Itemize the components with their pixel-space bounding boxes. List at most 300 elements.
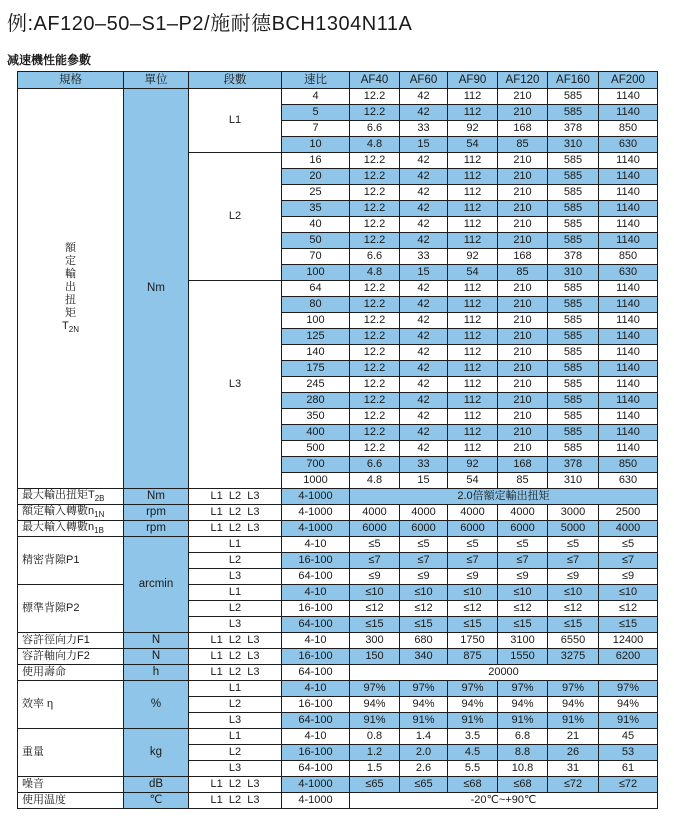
value-cell: 585 [548,393,599,409]
value-cell: 94% [400,697,448,713]
spec-rated-input-speed [18,505,124,521]
value-cell: 42 [400,233,448,249]
value-cell: 33 [400,249,448,265]
value-cell: 92 [448,457,498,473]
value-cell: 91% [548,713,599,729]
value-cell: 12.2 [350,217,400,233]
value-cell: 210 [498,217,548,233]
value-cell: ≤7 [498,553,548,569]
value-cell: 112 [448,377,498,393]
stage-cell: L1 L2 L3 [189,633,282,649]
value-cell: 6.8 [498,729,548,745]
stage-cell: L3 [189,281,282,489]
value-cell: 1140 [599,345,658,361]
value-cell: 210 [498,329,548,345]
value-cell: 4.8 [350,137,400,153]
value-cell: 210 [498,313,548,329]
value-cell: 210 [498,233,548,249]
value-cell: 12.2 [350,393,400,409]
value-cell: 875 [448,649,498,665]
value-cell: ≤15 [400,617,448,633]
value-cell: 33 [400,121,448,137]
value-cell: 4.5 [448,745,498,761]
value-cell: 6000 [350,521,400,537]
value-cell: ≤72 [599,777,658,793]
table-caption: 减速機性能參數 [7,53,92,67]
value-cell: 15 [400,265,448,281]
column-header: AF90 [448,72,498,89]
ratio-cell: 16-100 [282,697,350,713]
value-cell: 210 [498,153,548,169]
value-cell: ≤5 [548,537,599,553]
merged-value-cell: -20℃~+90℃ [350,793,658,809]
value-cell: 1140 [599,441,658,457]
value-cell: 97% [448,681,498,697]
column-header: 段數 [189,72,282,89]
value-cell: 112 [448,345,498,361]
stage-cell: L2 [189,153,282,281]
value-cell: 210 [498,169,548,185]
ratio-cell: 5 [282,105,350,121]
ratio-cell: 16-100 [282,601,350,617]
spec-precision-backlash: 精密背隙P1 [18,537,124,585]
ratio-cell: 280 [282,393,350,409]
value-cell: 1140 [599,153,658,169]
value-cell: 3.5 [448,729,498,745]
value-cell: 97% [548,681,599,697]
value-cell: 112 [448,153,498,169]
spec-standard-backlash: 標準背隙P2 [18,585,124,633]
value-cell: 585 [548,217,599,233]
value-cell: 585 [548,377,599,393]
value-cell: 61 [599,761,658,777]
value-cell: 112 [448,393,498,409]
value-cell: 210 [498,409,548,425]
ratio-cell: 20 [282,169,350,185]
value-cell: 6000 [448,521,498,537]
value-cell: 91% [599,713,658,729]
value-cell: ≤12 [498,601,548,617]
ratio-cell: 100 [282,313,350,329]
symbol-main: T [62,320,69,333]
value-cell: ≤7 [350,553,400,569]
symbol-subscript: 2N [68,325,79,335]
unit-cell: rpm [124,505,189,521]
value-cell: 92 [448,249,498,265]
value-cell: ≤15 [548,617,599,633]
value-cell: 12.2 [350,441,400,457]
value-cell: 112 [448,425,498,441]
value-cell: 1550 [498,649,548,665]
value-cell: 210 [498,345,548,361]
ratio-cell: 4-1000 [282,793,350,809]
value-cell: 12.2 [350,153,400,169]
value-cell: ≤65 [400,777,448,793]
value-cell: 42 [400,201,448,217]
value-cell: 6200 [599,649,658,665]
value-cell: ≤7 [448,553,498,569]
stage-cell: L1 [189,537,282,553]
value-cell: 42 [400,329,448,345]
value-cell: ≤68 [498,777,548,793]
ratio-cell: 16-100 [282,745,350,761]
ratio-cell: 4-1000 [282,489,350,505]
value-cell: ≤10 [548,585,599,601]
value-cell: 6000 [400,521,448,537]
value-cell: 97% [599,681,658,697]
value-cell: 850 [599,249,658,265]
value-cell: 91% [350,713,400,729]
value-cell: 112 [448,329,498,345]
value-cell: 210 [498,105,548,121]
value-cell: 1750 [448,633,498,649]
value-cell: 94% [498,697,548,713]
spec-label-text: 最大輸出扭矩T [22,489,95,502]
value-cell: 42 [400,89,448,105]
value-cell: 112 [448,297,498,313]
stage-cell: L1 L2 L3 [189,489,282,505]
ratio-cell: 700 [282,457,350,473]
column-header: AF160 [548,72,599,89]
value-cell: 94% [548,697,599,713]
ratio-cell: 64-100 [282,617,350,633]
value-cell: 850 [599,121,658,137]
merged-value-cell: 2.0倍額定輸出扭矩 [350,489,658,505]
stage-cell: L1 L2 L3 [189,505,282,521]
value-cell: 42 [400,217,448,233]
value-cell: ≤10 [498,585,548,601]
value-cell: 8.8 [498,745,548,761]
spec-table [17,71,658,809]
unit-cell: h [124,665,189,681]
ratio-cell: 16 [282,153,350,169]
ratio-cell: 64-100 [282,713,350,729]
value-cell: 1140 [599,361,658,377]
stage-cell: L1 [189,89,282,153]
value-cell: 97% [350,681,400,697]
value-cell: 1.5 [350,761,400,777]
value-cell: 3100 [498,633,548,649]
value-cell: 1140 [599,297,658,313]
value-cell: 12.2 [350,169,400,185]
unit-cell: % [124,681,189,729]
unit-cell: N [124,633,189,649]
spec-rated-output-torque [18,89,124,489]
stage-cell: L2 [189,697,282,713]
ratio-cell: 4-1000 [282,777,350,793]
value-cell: 1140 [599,425,658,441]
spec-max-output-torque [18,489,124,505]
value-cell: 12400 [599,633,658,649]
ratio-cell: 4-10 [282,729,350,745]
value-cell: 42 [400,297,448,313]
ratio-cell: 1000 [282,473,350,489]
value-cell: 630 [599,137,658,153]
value-cell: ≤9 [498,569,548,585]
value-cell: 1140 [599,217,658,233]
ratio-cell: 100 [282,265,350,281]
value-cell: 42 [400,345,448,361]
ratio-cell: 25 [282,185,350,201]
value-cell: 6000 [498,521,548,537]
value-cell: 112 [448,233,498,249]
value-cell: 4000 [599,521,658,537]
ratio-cell: 4-10 [282,681,350,697]
column-header: 速比 [282,72,350,89]
value-cell: ≤10 [448,585,498,601]
value-cell: 585 [548,233,599,249]
stage-cell: L3 [189,761,282,777]
unit-cell: dB [124,777,189,793]
value-cell: 54 [448,473,498,489]
value-cell: 210 [498,297,548,313]
spec-max-input-speed [18,521,124,537]
value-cell: 21 [548,729,599,745]
value-cell: 42 [400,361,448,377]
column-header: AF60 [400,72,448,89]
column-header: AF200 [599,72,658,89]
value-cell: 300 [350,633,400,649]
value-cell: 3275 [548,649,599,665]
value-cell: ≤5 [400,537,448,553]
value-cell: 4.8 [350,265,400,281]
spec-service-life: 使用壽命 [18,665,124,681]
value-cell: 85 [498,473,548,489]
ratio-cell: 16-100 [282,553,350,569]
value-cell: 12.2 [350,105,400,121]
value-cell: ≤15 [498,617,548,633]
unit-cell: Nm [124,89,189,489]
stage-cell: L2 [189,553,282,569]
value-cell: 26 [548,745,599,761]
unit-cell: N [124,649,189,665]
spec-label-subscript: 1N [94,510,105,520]
value-cell: ≤7 [548,553,599,569]
ratio-cell: 10 [282,137,350,153]
vertical-label-char: 定 [65,255,76,268]
value-cell: 310 [548,137,599,153]
value-cell: 31 [548,761,599,777]
value-cell: 585 [548,281,599,297]
value-cell: 310 [548,473,599,489]
value-cell: 54 [448,265,498,281]
spec-noise: 噪音 [18,777,124,793]
value-cell: 12.2 [350,377,400,393]
unit-cell: kg [124,729,189,777]
spec-label-subscript: 2B [94,494,105,504]
value-cell: 585 [548,201,599,217]
ratio-cell: 64-100 [282,569,350,585]
value-cell: ≤9 [400,569,448,585]
value-cell: 6.6 [350,457,400,473]
value-cell: ≤7 [400,553,448,569]
value-cell: 1140 [599,185,658,201]
value-cell: 12.2 [350,185,400,201]
value-cell: 1140 [599,105,658,121]
value-cell: 4000 [350,505,400,521]
value-cell: 2.6 [400,761,448,777]
value-cell: 92 [448,121,498,137]
value-cell: 91% [448,713,498,729]
value-cell: ≤5 [599,537,658,553]
ratio-cell: 7 [282,121,350,137]
value-cell: 1.4 [400,729,448,745]
value-cell: 3000 [548,505,599,521]
ratio-cell: 4 [282,89,350,105]
value-cell: ≤72 [548,777,599,793]
value-cell: 2.0 [400,745,448,761]
value-cell: 1140 [599,377,658,393]
value-cell: 5000 [548,521,599,537]
value-cell: 585 [548,345,599,361]
value-cell: 42 [400,377,448,393]
value-cell: 91% [498,713,548,729]
ratio-cell: 64 [282,281,350,297]
value-cell: 168 [498,121,548,137]
value-cell: 150 [350,649,400,665]
unit-cell: rpm [124,521,189,537]
ratio-cell: 4-10 [282,537,350,553]
value-cell: 42 [400,313,448,329]
value-cell: 112 [448,201,498,217]
value-cell: 12.2 [350,233,400,249]
stage-cell: L1 [189,729,282,745]
ratio-cell: 80 [282,297,350,313]
value-cell: 97% [400,681,448,697]
value-cell: 1140 [599,201,658,217]
ratio-cell: 125 [282,329,350,345]
value-cell: 12.2 [350,425,400,441]
value-cell: 585 [548,169,599,185]
ratio-cell: 64-100 [282,665,350,681]
value-cell: 12.2 [350,361,400,377]
value-cell: 1140 [599,313,658,329]
value-cell: 210 [498,425,548,441]
ratio-cell: 16-100 [282,649,350,665]
unit-cell: Nm [124,489,189,505]
unit-cell: ℃ [124,793,189,809]
ratio-cell: 175 [282,361,350,377]
value-cell: 112 [448,217,498,233]
spec-weight: 重量 [18,729,124,777]
stage-cell: L3 [189,617,282,633]
value-cell: 112 [448,361,498,377]
ratio-cell: 50 [282,233,350,249]
value-cell: 10.8 [498,761,548,777]
value-cell: ≤10 [599,585,658,601]
value-cell: 310 [548,265,599,281]
value-cell: ≤5 [498,537,548,553]
spec-axial-force: 容許軸向力F2 [18,649,124,665]
value-cell: 112 [448,313,498,329]
value-cell: 1140 [599,89,658,105]
ratio-cell: 70 [282,249,350,265]
value-cell: 112 [448,89,498,105]
stage-cell: L2 [189,601,282,617]
value-cell: ≤68 [448,777,498,793]
value-cell: 210 [498,281,548,297]
value-cell: 210 [498,89,548,105]
ratio-cell: 500 [282,441,350,457]
value-cell: 4000 [400,505,448,521]
value-cell: 42 [400,105,448,121]
value-cell: ≤12 [599,601,658,617]
value-cell: 85 [498,265,548,281]
spec-efficiency: 效率 η [18,681,124,729]
value-cell: 1140 [599,169,658,185]
value-cell: 94% [599,697,658,713]
column-header: 規格 [18,72,124,89]
page-title: 例:AF120–50–S1–P2/施耐德BCH1304N11A [7,13,413,35]
value-cell: 53 [599,745,658,761]
value-cell: 112 [448,105,498,121]
value-cell: 112 [448,441,498,457]
value-cell: ≤12 [350,601,400,617]
value-cell: 91% [400,713,448,729]
value-cell: 42 [400,153,448,169]
value-cell: ≤12 [400,601,448,617]
value-cell: ≤5 [350,537,400,553]
value-cell: 5.5 [448,761,498,777]
value-cell: 210 [498,377,548,393]
value-cell: ≤9 [548,569,599,585]
value-cell: ≤12 [448,601,498,617]
ratio-cell: 4-1000 [282,505,350,521]
value-cell: 0.8 [350,729,400,745]
value-cell: 585 [548,425,599,441]
value-cell: 168 [498,249,548,265]
value-cell: ≤15 [448,617,498,633]
value-cell: 168 [498,457,548,473]
vertical-label-char: 輸 [65,268,76,281]
value-cell: 12.2 [350,313,400,329]
value-cell: 15 [400,137,448,153]
value-cell: 12.2 [350,281,400,297]
column-header: AF120 [498,72,548,89]
value-cell: ≤12 [548,601,599,617]
stage-cell: L1 L2 L3 [189,521,282,537]
value-cell: 585 [548,329,599,345]
value-cell: ≤9 [350,569,400,585]
stage-cell: L1 L2 L3 [189,793,282,809]
value-cell: 112 [448,281,498,297]
value-cell: 850 [599,457,658,473]
ratio-cell: 140 [282,345,350,361]
vertical-label-char: 矩 [65,307,76,320]
spec-label-text: 最大輸入轉數n [22,521,95,534]
value-cell: 1140 [599,393,658,409]
value-cell: 210 [498,393,548,409]
value-cell: 12.2 [350,345,400,361]
value-cell: 1140 [599,281,658,297]
value-cell: 6.6 [350,249,400,265]
column-header: 單位 [124,72,189,89]
value-cell: 585 [548,441,599,457]
value-cell: 42 [400,393,448,409]
value-cell: 6550 [548,633,599,649]
value-cell: 4.8 [350,473,400,489]
ratio-cell: 35 [282,201,350,217]
spec-operating-temp: 使用温度 [18,793,124,809]
vertical-label-char: 扭 [65,294,76,307]
value-cell: 585 [548,185,599,201]
value-cell: ≤9 [448,569,498,585]
stage-cell: L1 [189,585,282,601]
value-cell: 340 [400,649,448,665]
value-cell: 33 [400,457,448,473]
value-cell: 12.2 [350,297,400,313]
ratio-cell: 40 [282,217,350,233]
